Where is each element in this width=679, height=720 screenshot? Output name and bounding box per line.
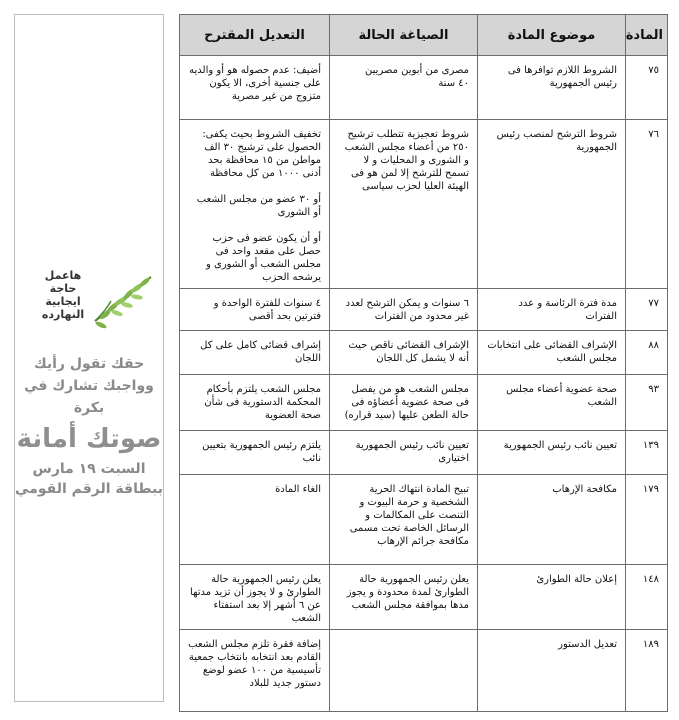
proposed-amendment: إشراف قضائى كامل على كل اللجان bbox=[180, 331, 330, 375]
article-topic: تعيين نائب رئيس الجمهورية bbox=[478, 431, 626, 475]
article-number: ٩٣ bbox=[626, 375, 668, 431]
current-wording: ٦ سنوات و يمكن الترشح لعدد غير محدود من الفترات bbox=[330, 289, 478, 331]
current-wording: يعلن رئيس الجمهورية حالة الطوارئ لمدة محدودة و يجوز مدها بموافقة مجلس الشعب bbox=[330, 565, 478, 630]
article-topic: الشروط اللازم توافرها فى رئيس الجمهورية bbox=[478, 56, 626, 120]
header-article-number: المادة bbox=[626, 15, 668, 56]
campaign-sidebar bbox=[14, 14, 164, 702]
table-row bbox=[180, 565, 668, 630]
table-row bbox=[180, 630, 668, 712]
header-current-wording: الصياغة الحالة bbox=[330, 15, 478, 56]
table-row bbox=[180, 375, 668, 431]
proposed-amendment: تخفيف الشروط بحيث يكفى: الحصول على ترشيح ٣٠ الف مواطن من ١٥ محافظة بحد أدنى ١٠٠٠ من كل محافظة أو ٣٠ عضو من مجلس الشعب أو الشورى أو أن يكون عضو فى حزب حصل على مقعد واحد فى مجلس الشعب أو الشورى و يرشحه الحزب bbox=[180, 120, 330, 289]
logo-line: ايجابية bbox=[45, 295, 81, 308]
article-topic: إعلان حالة الطوارئ bbox=[478, 565, 626, 630]
header-article-topic: موضوع المادة bbox=[478, 15, 626, 56]
proposed-amendment: يعلن رئيس الجمهورية حالة الطوارئ و لا يجوز أن تزيد مدتها عن ٦ أشهر إلا بعد استفتاء الشعب bbox=[180, 565, 330, 630]
campaign-logo bbox=[27, 269, 155, 339]
current-wording bbox=[330, 630, 478, 712]
slogan-line: حقك تقول رأيك bbox=[33, 356, 145, 372]
article-number: ١٨٩ bbox=[626, 630, 668, 712]
leaf-icon bbox=[91, 271, 155, 331]
logo-line: النهارده bbox=[41, 308, 85, 321]
vote-id-note: ببطاقة الرقم القومي bbox=[15, 481, 163, 497]
proposed-amendment: ٤ سنوات للفترة الواحدة و فترتين بحد أقصى bbox=[180, 289, 330, 331]
table-header-row bbox=[180, 15, 668, 56]
article-number: ١٣٩ bbox=[626, 431, 668, 475]
logo-line: حاجة bbox=[49, 282, 77, 295]
current-wording: شروط تعجيزية تتطلب ترشيح ٢٥٠ من أعضاء مجلس الشعب و الشورى و المحليات و لا تسمح للترشح إلا لمن هو فى الهيئة العليا لحزب سياسى bbox=[330, 120, 478, 289]
article-number: ٧٥ bbox=[626, 56, 668, 120]
header-proposed-amendment: التعديل المقترح bbox=[180, 15, 330, 56]
proposed-amendment: يلتزم رئيس الجمهورية بتعيين نائب bbox=[180, 431, 330, 475]
article-number: ١٤٨ bbox=[626, 565, 668, 630]
current-wording: تبيح المادة انتهاك الحرية الشخصية و حرمة البيوت و التنصت على المكالمات و الرسائل الخاصة تحت مسمى مكافحة جرائم الإرهاب bbox=[330, 475, 478, 565]
article-number: ١٧٩ bbox=[626, 475, 668, 565]
article-topic: الإشراف القضائى على انتخابات مجلس الشعب bbox=[478, 331, 626, 375]
article-topic: مدة فترة الرئاسة و عدد الفترات bbox=[478, 289, 626, 331]
table-row bbox=[180, 56, 668, 120]
article-topic: شروط الترشح لمنصب رئيس الجمهورية bbox=[478, 120, 626, 289]
logo-line: هاعمل bbox=[44, 269, 82, 282]
logo-text bbox=[33, 269, 93, 321]
article-topic: مكافحة الإرهاب bbox=[478, 475, 626, 565]
current-wording: الإشراف القضائى ناقص حيث أنه لا يشمل كل اللجان bbox=[330, 331, 478, 375]
table-row bbox=[180, 431, 668, 475]
table-row bbox=[180, 331, 668, 375]
proposed-amendment: الغاء المادة bbox=[180, 475, 330, 565]
article-number: ٨٨ bbox=[626, 331, 668, 375]
amendments-table bbox=[179, 14, 668, 712]
proposed-amendment: إضافة فقرة تلزم مجلس الشعب القادم بعد انتخابه بانتخاب جمعية تأسيسية من ١٠٠ عضو لوضع دستور جديد للبلاد bbox=[180, 630, 330, 712]
current-wording: تعيين نائب رئيس الجمهورية اختيارى bbox=[330, 431, 478, 475]
proposed-amendment: مجلس الشعب يلتزم بأحكام المحكمة الدستورية فى شأن صحة العضوية bbox=[180, 375, 330, 431]
current-wording: مصرى من أبوين مصريين ٤٠ سنة bbox=[330, 56, 478, 120]
table-row bbox=[180, 120, 668, 289]
table-row bbox=[180, 475, 668, 565]
article-number: ٧٧ bbox=[626, 289, 668, 331]
slogan-headline: صوتك أمانة bbox=[16, 424, 162, 454]
table-row bbox=[180, 289, 668, 331]
article-topic: تعديل الدستور bbox=[478, 630, 626, 712]
vote-date: السبت ١٩ مارس bbox=[32, 461, 146, 477]
article-number: ٧٦ bbox=[626, 120, 668, 289]
campaign-slogan bbox=[15, 353, 163, 499]
proposed-amendment: أضيف: عدم حصوله هو أو والديه على جنسية أخرى، الا يكون متزوج من غير مصرية bbox=[180, 56, 330, 120]
current-wording: مجلس الشعب هو من يفصل فى صحة عضوية أعضاؤه فى حالة الطعن عليها (سيد قراره) bbox=[330, 375, 478, 431]
slogan-line: وواجبك تشارك في بكرة bbox=[24, 378, 154, 416]
article-topic: صحة عضوية أعضاء مجلس الشعب bbox=[478, 375, 626, 431]
